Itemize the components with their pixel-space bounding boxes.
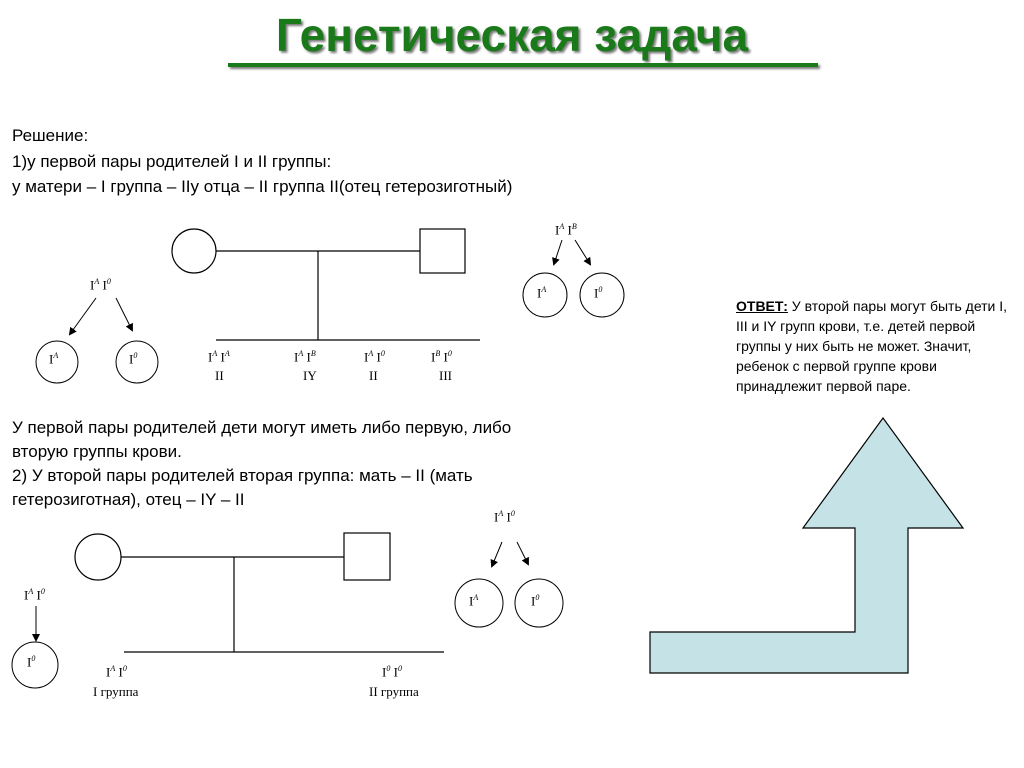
page-title: Генетическая задача bbox=[275, 9, 749, 61]
solution-line-1: 1)у первой пары родителей I и II группы: bbox=[12, 152, 332, 171]
p2-right-gamete-2: $I^0$ bbox=[531, 593, 540, 609]
conclusion-line-2: вторую группы крови. bbox=[12, 442, 182, 461]
p1-child-3-genotype: $I^A$ $I^0$ bbox=[364, 349, 385, 365]
p2-child-1-group: I группа bbox=[93, 684, 139, 699]
p2-right-gamete-1: $I^A$ bbox=[469, 593, 479, 609]
p1-right-gamete-1: $I^A$ bbox=[537, 285, 547, 301]
p1-left-genotype: $I^A$ $I^0$ bbox=[90, 277, 111, 293]
solution-line-2: у матери – I группа – IIу отца – II группа II(отец гетерозиготный) bbox=[12, 177, 513, 196]
p1-child-4-genotype: $I^B$ $I^0$ bbox=[431, 349, 452, 365]
p2-right-genotype: $I^A$ $I^0$ bbox=[494, 509, 515, 525]
pedigree1-mother-circle bbox=[172, 229, 216, 273]
p1-child-4-group: III bbox=[439, 368, 452, 383]
conclusion-line-1: У первой пары родителей дети могут иметь либо первую, либо bbox=[12, 418, 512, 437]
p1-child-1-group: II bbox=[215, 368, 224, 383]
pedigree2-mother-circle bbox=[75, 534, 121, 580]
big-arrow bbox=[650, 418, 963, 673]
p1-child-2-group: IY bbox=[303, 368, 317, 383]
conclusion-line-4: гетерозиготная), отец – IY – II bbox=[12, 490, 245, 509]
p1-left-gamete-1: $I^A$ bbox=[49, 351, 59, 367]
pedigree2-father-square bbox=[344, 533, 390, 580]
p1-child-3-group: II bbox=[369, 368, 378, 383]
p1-child-2-genotype: $I^A$ $I^B$ bbox=[294, 349, 316, 365]
p1-right-genotype: $I^A$ $I^B$ bbox=[555, 222, 577, 238]
p1-right-gamete-2: $I^0$ bbox=[594, 285, 603, 301]
solution-heading: Решение: bbox=[12, 126, 89, 145]
answer-label: ОТВЕТ: bbox=[736, 298, 788, 314]
conclusion-line-3: 2) У второй пары родителей вторая группа: мать – II (мать bbox=[12, 466, 473, 485]
answer-text: У второй пары могут быть дети I, III и IY групп крови, т.е. детей первой группы у них быть не может. Значит, ребенок с первой группе крови принадлежит первой паре. bbox=[736, 298, 1008, 394]
p2-child-2-group: II группа bbox=[369, 684, 419, 699]
p2-child-1-genotype: $I^A$ $I^0$ bbox=[106, 664, 127, 680]
p1-child-1-genotype: $I^A$ $I^A$ bbox=[208, 349, 230, 365]
p1-left-gamete-2: $I^0$ bbox=[129, 351, 138, 367]
p2-left-gamete: $I^0$ bbox=[27, 654, 36, 670]
pedigree1-father-square bbox=[420, 229, 465, 273]
p2-left-genotype: $I^A$ $I^0$ bbox=[24, 587, 45, 603]
p2-child-2-genotype: $I^0$ $I^0$ bbox=[382, 664, 402, 680]
